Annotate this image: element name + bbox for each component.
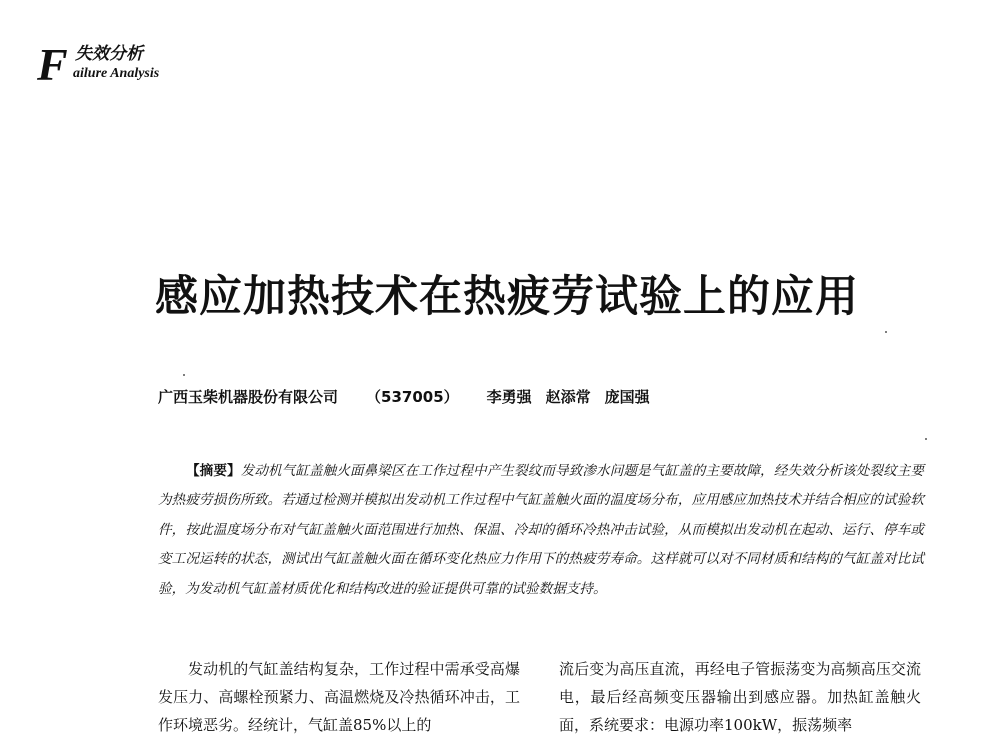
abstract-label: 【摘要】	[186, 463, 241, 479]
section-logo-letter: F	[37, 39, 68, 90]
scan-speck	[885, 331, 887, 333]
article-title: 感应加热技术在热疲劳试验上的应用	[155, 271, 859, 322]
author-name: 赵添常	[545, 388, 591, 406]
scan-speck	[183, 374, 185, 376]
author-name: 李勇强	[486, 388, 532, 406]
section-name-chinese: 失效分析	[75, 44, 143, 64]
abstract	[158, 457, 924, 604]
body-column-left: 发动机的气缸盖结构复杂，工作过程中需承受高爆发压力、高螺栓预紧力、高温燃烧及冷热循环冲击，工作环境恶劣。经统计，气缸盖85%以上的	[158, 660, 520, 734]
author-name: 庞国强	[604, 388, 650, 406]
scan-speck	[925, 438, 927, 440]
abstract-text: 发动机气缸盖触火面鼻梁区在工作过程中产生裂纹而导致渗水问题是气缸盖的主要故障，经失效分析该处裂纹主要为热疲劳损伤所致。若通过检测并模拟出发动机工作过程中气缸盖触火面的温度场分布，应用感应加热技术并结合相应的试验软件，按此温度场分布对气缸盖触火面范围进行加热、保温、冷却的循环冷热冲击试验，从而模拟出发动机在起动、运行、停车或变工况运转的状态，测试出气缸盖触火面在循环变化热应力作用下的热疲劳寿命。这样就可以对不同材质和结构的气缸盖对比试验，为发动机气缸盖材质优化和结构改进的验证提供可靠的试验数据支持。	[158, 463, 924, 597]
postcode: （537005）	[366, 388, 459, 406]
section-name-english: ailure Analysis	[73, 66, 160, 81]
body-column-right: 流后变为高压直流，再经电子管振荡变为高频高压交流电，最后经高频变压器输出到感应器。加热缸盖触火面，系统要求：电源功率100kW，振荡频率	[559, 660, 921, 734]
author-byline	[158, 386, 650, 408]
author-organization: 广西玉柴机器股份有限公司	[158, 388, 339, 406]
